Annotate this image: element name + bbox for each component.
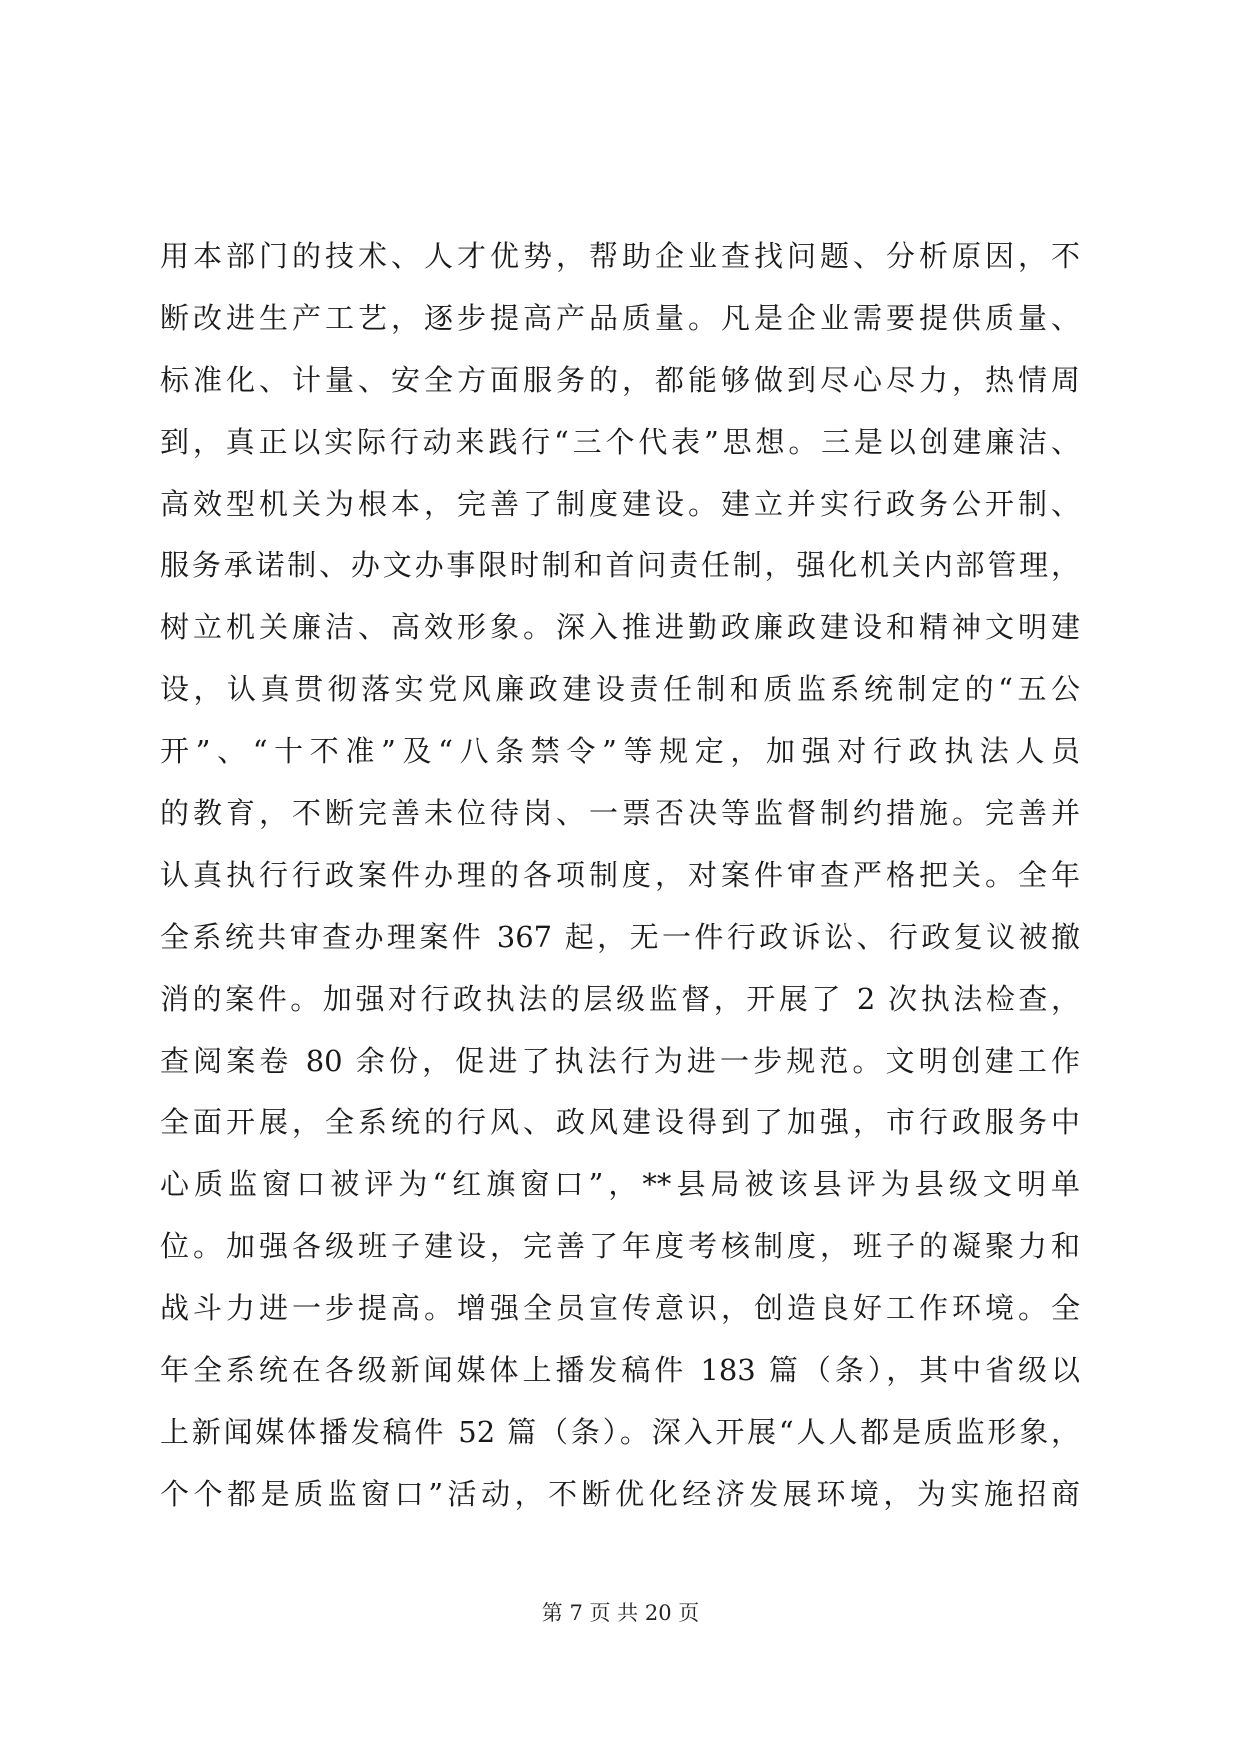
text-line: 的教育，不断完善未位待岗、一票否决等监督制约措施。完善并 [160,796,1080,831]
text-line: 位。加强各级班子建设，完善了年度考核制度，班子的凝聚力和 [160,1229,1080,1264]
text-line: 年全系统在各级新闻媒体上播发稿件 183 篇（条），其中省级以 [160,1353,1080,1388]
text-line: 开”、“十不准”及“八条禁令”等规定，加强对行政执法人员 [160,734,1080,769]
text-line: 全系统共审查办理案件 367 起，无一件行政诉讼、行政复议被撤 [160,919,1080,954]
text-line: 个个都是质监窗口”活动，不断优化经济发展环境，为实施招商 [160,1476,1080,1511]
text-line: 标准化、计量、安全方面服务的，都能够做到尽心尽力，热情周 [160,362,1080,397]
text-line: 消的案件。加强对行政执法的层级监督，开展了 2 次执法检查， [160,981,1080,1016]
text-line: 心质监窗口被评为“红旗窗口”，**县局被该县评为县级文明单 [160,1167,1080,1202]
text-line: 上新闻媒体播发稿件 52 篇（条）。深入开展“人人都是质监形象， [160,1414,1080,1449]
text-line: 到，真正以实际行动来践行“三个代表”思想。三是以创建廉洁、 [160,424,1080,459]
text-line: 用本部门的技术、人才优势，帮助企业查找问题、分析原因，不 [160,239,1080,273]
text-line: 树立机关廉洁、高效形象。深入推进勤政廉政建设和精神文明建 [160,610,1080,645]
text-line: 认真执行行政案件办理的各项制度，对案件审查严格把关。全年 [160,857,1080,892]
text-line: 全面开展，全系统的行风、政风建设得到了加强，市行政服务中 [160,1105,1080,1140]
text-line: 查阅案卷 80 余份，促进了执法行为进一步规范。文明创建工作 [160,1043,1080,1078]
text-line: 高效型机关为根本，完善了制度建设。建立并实行政务公开制、 [160,486,1080,521]
text-line: 断改进生产工艺，逐步提高产品质量。凡是企业需要提供质量、 [160,300,1080,335]
text-line: 服务承诺制、办文办事限时制和首问责任制，强化机关内部管理， [160,548,1080,583]
body-text [160,226,1080,1526]
text-line: 设，认真贯彻落实党风廉政建设责任制和质监系统制定的“五公 [160,672,1080,707]
text-line: 战斗力进一步提高。增强全员宣传意识，创造良好工作环境。全 [160,1291,1080,1326]
page-number-footer: 第 7 页 共 20 页 [541,1601,700,1625]
